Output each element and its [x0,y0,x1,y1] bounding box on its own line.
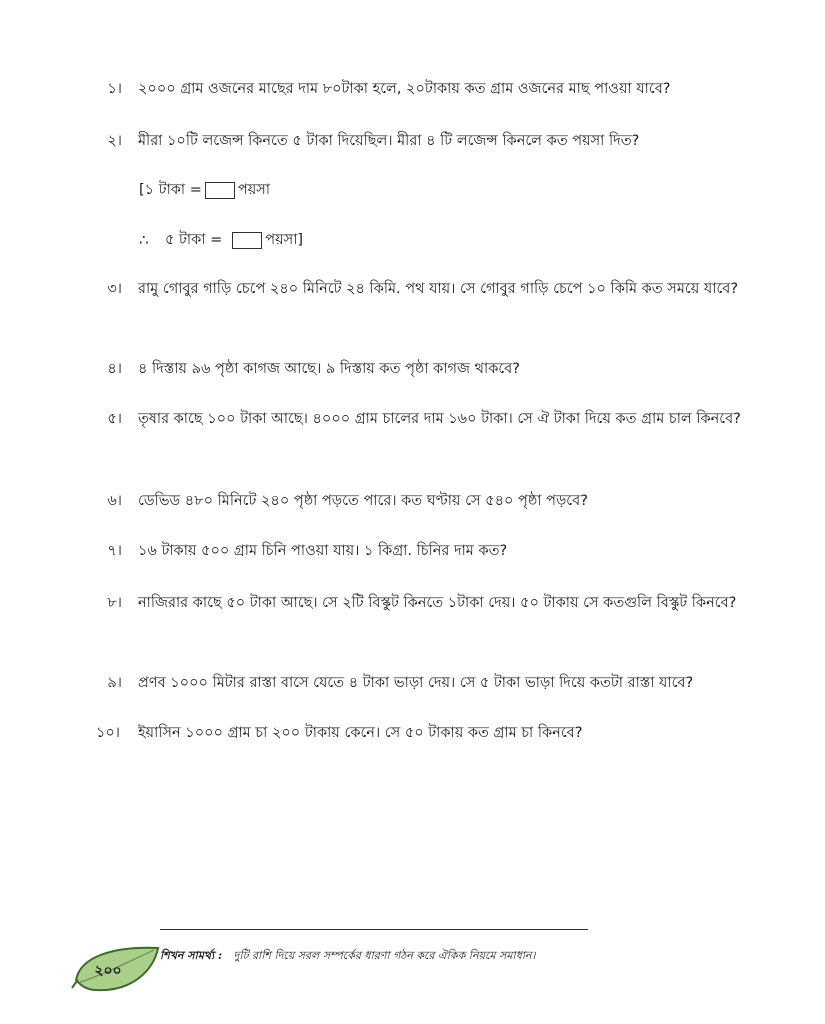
question-text: প্রণব ১০০০ মিটার রাস্তা বাসে যেতে ৪ টাকা ভাড়া দেয়। সে ৫ টাকা ভাড়া দিয়ে কতটা রাস্তা যাবে? [138,675,694,691]
learning-outcome-text: দুটি রাশি দিয়ে সরল সম্পর্কের ধারণা গঠন করে ঐকিক নিয়মে সমাধান। [233,949,536,962]
answer-blank-box [232,232,262,249]
question-number: ২। [107,133,122,149]
question-number: ৪। [107,361,122,377]
hint-suffix: পয়সা [237,182,271,198]
hint-suffix: পয়সা] [265,232,304,248]
page-number: ২০০ [94,963,122,979]
footer-divider [160,929,588,930]
answer-blank-box [205,182,235,199]
hint-prefix: [১ টাকা = [139,182,202,198]
question-text: ৪ দিস্তায় ৯৬ পৃষ্ঠা কাগজ আছে। ৯ দিস্তায় কত পৃষ্ঠা কাগজ থাকবে? [138,361,520,377]
question-text: ২০০০ গ্রাম ওজনের মাছের দাম ৮০টাকা হলে, ২০টাকায় কত গ্রাম ওজনের মাছ পাওয়া যাবে? [138,81,671,97]
question-number: ১। [107,81,122,97]
question-text: ইয়াসিন ১০০০ গ্রাম চা ২০০ টাকায় কেনে। সে ৫০ টাকায় কত গ্রাম চা কিনবে? [138,725,583,741]
question-text: রামু গোবুর গাড়ি চেপে ২৪০ মিনিটে ২৪ কিমি. পথ যায়। সে গোবুর গাড়ি চেপে ১০ কিমি কত সময়ে যাবে? [138,281,739,297]
question-text: মীরা ১০টি লজেন্স কিনতে ৫ টাকা দিয়েছিল। মীরা ৪ টি লজেন্স কিনলে কত পয়সা দিত? [138,133,640,149]
learning-outcome-label: শিখন সামর্থ্য : [160,949,223,962]
question-number: ৩। [107,281,122,297]
question-text: ১৬ টাকায় ৫০০ গ্রাম চিনি পাওয়া যায়। ১ কিগ্রা. চিনির দাম কত? [138,543,508,559]
question-text: নাজিরার কাছে ৫০ টাকা আছে। সে ২টি বিস্কুট কিনতে ১টাকা দেয়। ৫০ টাকায় সে কতগুলি বিস্কুট কিনবে? [138,595,737,611]
hint-line-2 [139,228,303,252]
therefore-symbol: ∴ [139,231,149,249]
hint-prefix: ৫ টাকা = [165,232,223,248]
hint-line-1 [139,178,270,202]
question-number: ১০। [95,725,120,741]
question-text: তৃষার কাছে ১০০ টাকা আছে। ৪০০০ গ্রাম চালের দাম ১৬০ টাকা। সে ঐ টাকা দিয়ে কত গ্রাম চাল কিনবে? [138,411,741,427]
question-number: ৬। [107,493,122,509]
learning-outcome-note [160,947,535,966]
question-text: ডেভিড ৪৮০ মিনিটে ২৪০ পৃষ্ঠা পড়তে পারে। কত ঘণ্টায় সে ৫৪০ পৃষ্ঠা পড়বে? [138,493,588,509]
question-number: ৫। [107,411,122,427]
question-number: ৭। [107,543,122,559]
question-number: ৮। [107,595,122,611]
question-number: ৯। [107,675,122,691]
